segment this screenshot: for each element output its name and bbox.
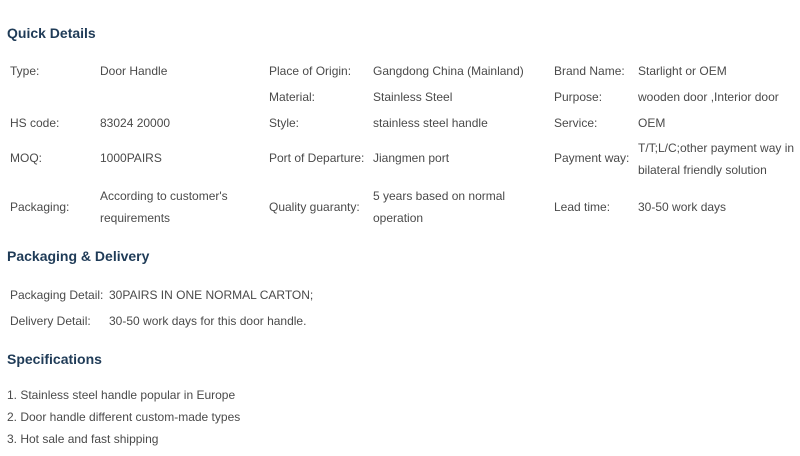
delivery-detail-value: 30-50 work days for this door handle. [109,314,307,328]
qd-payment-value-line1: T/T;L/C;other payment way in [638,141,795,155]
packaging-detail-label: Packaging Detail: [10,288,104,302]
qd-leadtime-value: 30-50 work days [638,200,727,214]
qd-origin-label: Place of Origin: [269,64,352,78]
qd-type-label: Type: [10,64,40,78]
qd-packaging-label: Packaging: [10,200,70,214]
qd-purpose-value: wooden door ,Interior door [638,90,779,104]
spec-item: 1. Stainless steel handle popular in Europe [7,388,236,402]
qd-port-value: Jiangmen port [373,151,450,165]
qd-hscode-label: HS code: [10,116,60,130]
qd-hscode-value: 83024 20000 [100,116,171,130]
qd-payment-label: Payment way: [554,151,630,165]
qd-packaging-value-line1: According to customer's [100,189,228,203]
qd-service-value: OEM [638,116,666,130]
packaging-delivery-title: Packaging & Delivery [7,248,150,264]
packaging-detail-value: 30PAIRS IN ONE NORMAL CARTON; [109,288,314,302]
qd-origin-value: Gangdong China (Mainland) [373,64,524,78]
qd-packaging-value-line2: requirements [100,211,171,225]
qd-quality-value-line1: 5 years based on normal [373,189,506,203]
qd-style-value: stainless steel handle [373,116,488,130]
qd-quality-value-line2: operation [373,211,424,225]
qd-style-label: Style: [269,116,300,130]
quick-details-title: Quick Details [7,25,96,41]
qd-quality-label: Quality guaranty: [269,200,360,214]
specifications-title: Specifications [7,351,102,367]
qd-leadtime-label: Lead time: [554,200,611,214]
spec-item: 3. Hot sale and fast shipping [7,432,159,446]
qd-type-value: Door Handle [100,64,168,78]
qd-port-label: Port of Departure: [269,151,365,165]
qd-brand-label: Brand Name: [554,64,625,78]
qd-purpose-label: Purpose: [554,90,603,104]
delivery-detail-label: Delivery Detail: [10,314,91,328]
spec-item: 2. Door handle different custom-made types [7,410,241,424]
qd-payment-value-line2: bilateral friendly solution [638,163,767,177]
qd-moq-label: MOQ: [10,151,42,165]
qd-brand-value: Starlight or OEM [638,64,727,78]
qd-moq-value: 1000PAIRS [100,151,162,165]
qd-material-value: Stainless Steel [373,90,453,104]
qd-material-label: Material: [269,90,316,104]
qd-service-label: Service: [554,116,598,130]
